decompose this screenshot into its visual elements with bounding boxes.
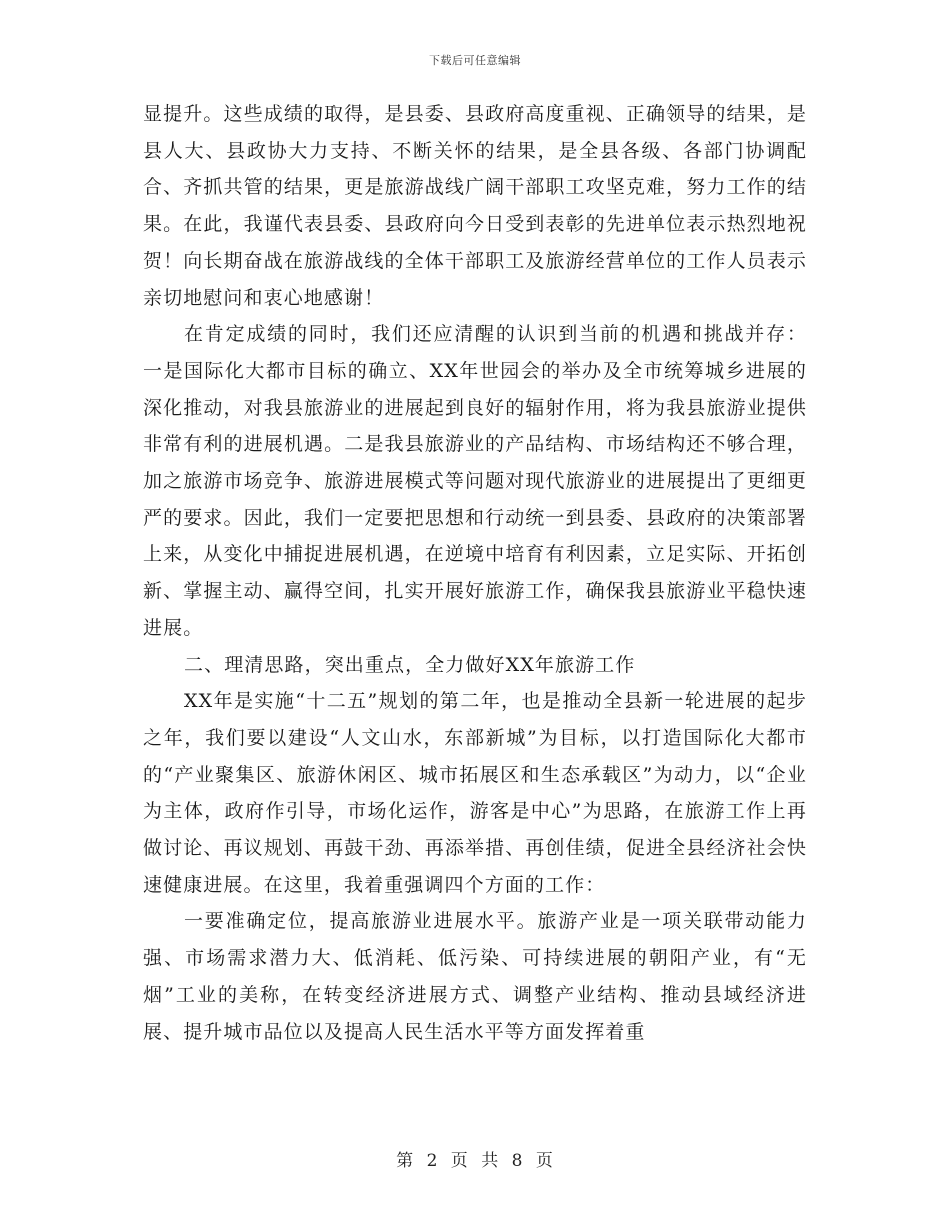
body-paragraph: 一要准确定位，提高旅游业进展水平。旅游产业是一项关联带动能力强、市场需求潜力大、低消耗、低污染、可持续进展的朝阳产业，有“无烟”工业的美称，在转变经济进展方式、调整产业结构、推动县域经济进展、提升城市品位以及提高人民生活水平等方面发挥着重 [143,910,807,1043]
body-paragraph: 显提升。这些成绩的取得，是县委、县政府高度重视、正确领导的结果，是县人大、县政协大力支持、不断关怀的结果，是全县各级、各部门协调配合、齐抓共管的结果，更是旅游战线广阔干部职工攻坚克难，努力工作的结果。在此，我谨代表县委、县政府向今日受到表彰的先进单位表示热烈地祝贺！向长期奋战在旅游战线的全体干部职工及旅游经营单位的工作人员表示亲切地慰问和衷心地感谢！ [143,103,807,309]
body-paragraph: XX年是实施“十二五”规划的第二年，也是推动全县新一轮进展的起步之年，我们要以建设“人文山水，东部新城”为目标，以打造国际化大都市的“产业聚集区、旅游休闲区、城市拓展区和生态承载区”为动力，以“企业为主体，政府作引导，市场化运作，游客是中心”为思路，在旅游工作上再做讨论、再议规划、再鼓干劲、再添举措、再创佳绩，促进全县经济社会快速健康进展。在这里，我着重强调四个方面的工作： [143,690,807,896]
page-header: 下载后可任意编辑 [429,54,521,67]
section-heading: 二、理清思路，突出重点，全力做好XX年旅游工作 [184,653,636,676]
body-paragraph: 在肯定成绩的同时，我们还应清醒的认识到当前的机遇和挑战并存：一是国际化大都市目标的确立、XX年世园会的举办及全市统筹城乡进展的深化推动，对我县旅游业的进展起到良好的辐射作用，将为我县旅游业提供非常有利的进展机遇。二是我县旅游业的产品结构、市场结构还不够合理，加之旅游市场竞争、旅游进展模式等问题对现代旅游业的进展提出了更细更严的要求。因此，我们一定要把思想和行动统一到县委、县政府的决策部署上来，从变化中捕捉进展机遇，在逆境中培育有利因素，立足实际、开拓创新、掌握主动、赢得空间，扎实开展好旅游工作，确保我县旅游业平稳快速进展。 [143,323,807,639]
document-body [143,96,807,1050]
page-number-footer: 第 2 页 共 8 页 [396,1151,554,1171]
